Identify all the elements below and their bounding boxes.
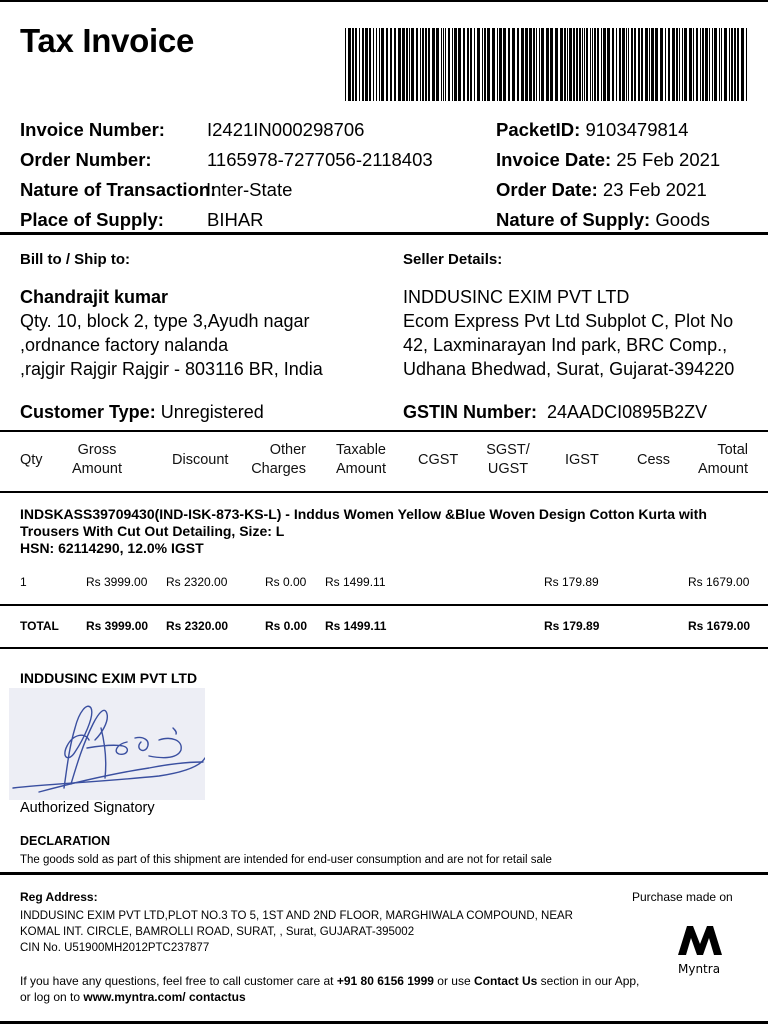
barcode-bar xyxy=(729,28,730,101)
barcode-icon xyxy=(345,28,750,101)
barcode-bar xyxy=(422,28,424,101)
declaration-heading: DECLARATION xyxy=(20,834,111,848)
bill-address-line: ,ordnance factory nalanda xyxy=(20,335,229,355)
row-discount: Rs 2320.00 xyxy=(166,575,228,589)
barcode-bar xyxy=(700,28,701,101)
barcode-bar xyxy=(601,28,602,101)
col-gross-amount: Gross Amount xyxy=(72,442,122,477)
barcode-bar xyxy=(592,28,593,101)
barcode-bar xyxy=(428,28,430,101)
barcode-bar xyxy=(682,28,683,101)
barcode-bar xyxy=(409,28,410,101)
row-igst: Rs 179.89 xyxy=(544,575,599,589)
footer-top-rule xyxy=(0,872,768,875)
contact-us-link[interactable]: Contact Us xyxy=(473,974,538,988)
barcode-bar xyxy=(487,28,490,101)
barcode-bar xyxy=(550,28,553,101)
signatory-company: INDDUSINC EXIM PVT LTD xyxy=(20,670,198,686)
barcode-bar xyxy=(612,28,614,101)
barcode-bar xyxy=(546,28,549,101)
seller-address-line: 42, Laxminarayan Ind park, BRC Comp., xyxy=(403,335,728,355)
total-label: TOTAL xyxy=(20,619,59,633)
barcode-bar xyxy=(696,28,698,101)
barcode-bar xyxy=(555,28,558,101)
invoice-number-label: Invoice Number: xyxy=(20,119,165,140)
barcode-bar xyxy=(362,28,364,101)
barcode-bar xyxy=(497,28,498,101)
place-of-supply-label: Place of Supply: xyxy=(20,209,164,230)
row-total: Rs 1679.00 xyxy=(688,575,750,589)
bill-to-label: Bill to / Ship to: xyxy=(20,251,130,268)
barcode-bar xyxy=(441,28,442,101)
col-qty: Qty xyxy=(20,452,43,468)
barcode-bar xyxy=(445,28,446,101)
barcode-bar xyxy=(649,28,650,101)
seller-name: INDDUSINC EXIM PVT LTD xyxy=(403,287,630,307)
barcode-bar xyxy=(576,28,578,101)
contact-info: If you have any questions, feel free to call customer care at +91 80 6156 1999 or use Contact Us section in our App, or log on to www.myntra.com/ contactus xyxy=(20,974,640,1004)
order-number: 1165978-7277056-2118403 xyxy=(207,149,433,170)
barcode-bar xyxy=(746,28,747,101)
barcode-bar xyxy=(499,28,502,101)
col-sgst-ugst: SGST/ UGST xyxy=(486,442,530,477)
barcode-bar xyxy=(541,28,544,101)
barcode-bar xyxy=(402,28,405,101)
col-igst: IGST xyxy=(565,452,599,468)
barcode-bar xyxy=(734,28,736,101)
gstin-number: GSTIN Number: 24AADCI0895B2ZV xyxy=(403,402,708,422)
myntra-brand-name: Myntra xyxy=(678,962,721,976)
barcode-bar xyxy=(719,28,720,101)
barcode-bar xyxy=(508,28,510,101)
nature-of-supply: Nature of Supply: Goods xyxy=(496,209,710,230)
nature-of-transaction: Inter-State xyxy=(206,179,293,200)
barcode-bar xyxy=(638,28,640,101)
barcode-bar xyxy=(390,28,392,101)
barcode-bar xyxy=(634,28,636,101)
col-total-amount: Total Amount xyxy=(698,442,748,477)
barcode-bar xyxy=(463,28,465,101)
barcode-bar xyxy=(484,28,486,101)
barcode-bar xyxy=(705,28,708,101)
barcode-bar xyxy=(665,28,666,101)
barcode-bar xyxy=(569,28,572,101)
col-taxable-amount: Taxable Amount xyxy=(336,442,386,477)
barcode-bar xyxy=(517,28,519,101)
barcode-bar xyxy=(394,28,396,101)
barcode-bar xyxy=(381,28,384,101)
barcode-bar xyxy=(443,28,444,101)
total-gross: Rs 3999.00 xyxy=(86,619,149,633)
table-header-rule xyxy=(0,491,768,493)
barcode-bar xyxy=(365,28,368,101)
barcode-bar xyxy=(616,28,617,101)
barcode-bar xyxy=(679,28,680,101)
seller-address-line: Udhana Bhedwad, Surat, Gujarat-394220 xyxy=(403,359,735,379)
bill-address-line: Qty. 10, block 2, type 3,Ayudh nagar xyxy=(20,311,310,331)
packet-id: PacketID: 9103479814 xyxy=(496,119,689,140)
header-divider xyxy=(0,232,768,235)
barcode-bar xyxy=(619,28,621,101)
barcode-bar xyxy=(521,28,524,101)
barcode-bar xyxy=(452,28,453,101)
total-igst: Rs 179.89 xyxy=(544,619,600,633)
barcode-bar xyxy=(477,28,480,101)
barcode-bar xyxy=(369,28,371,101)
barcode-bar xyxy=(660,28,663,101)
barcode-bar xyxy=(536,28,537,101)
barcode-bar xyxy=(597,28,599,101)
barcode-bar xyxy=(702,28,704,101)
barcode-bar xyxy=(626,28,627,101)
customer-type: Customer Type: Unregistered xyxy=(20,402,264,422)
invoice-title: Tax Invoice xyxy=(20,22,194,59)
row-qty: 1 xyxy=(20,575,27,589)
barcode-bar xyxy=(454,28,457,101)
barcode-bar xyxy=(603,28,606,101)
total-discount: Rs 2320.00 xyxy=(166,619,229,633)
customer-care-phone[interactable]: +91 80 6156 1999 xyxy=(336,974,434,988)
barcode-bar xyxy=(655,28,658,101)
invoice-number: I2421IN000298706 xyxy=(207,119,365,140)
barcode-bar xyxy=(712,28,713,101)
barcode-bar xyxy=(684,28,687,101)
barcode-bar xyxy=(482,28,483,101)
barcode-bar xyxy=(474,28,475,101)
authorized-signatory: Authorized Signatory xyxy=(20,800,155,816)
barcode-bar xyxy=(355,28,357,101)
barcode-bar xyxy=(467,28,469,101)
col-discount: Discount xyxy=(172,452,229,468)
barcode-bar xyxy=(641,28,643,101)
barcode-bar xyxy=(359,28,360,101)
barcode-bar xyxy=(676,28,678,101)
barcode-bar xyxy=(689,28,692,101)
barcode-bar xyxy=(425,28,427,101)
barcode-bar xyxy=(525,28,528,101)
barcode-bar xyxy=(398,28,401,101)
barcode-bar xyxy=(721,28,722,101)
barcode-bar xyxy=(567,28,568,101)
barcode-bar xyxy=(590,28,591,101)
myntra-logo-icon xyxy=(676,924,724,956)
seller-address-line: Ecom Express Pvt Ltd Subplot C, Plot No xyxy=(403,311,734,331)
barcode-bar xyxy=(492,28,495,101)
barcode-bar xyxy=(622,28,625,101)
signature-image xyxy=(9,688,205,800)
barcode-bar xyxy=(731,28,733,101)
barcode-bar xyxy=(436,28,439,101)
barcode-bar xyxy=(373,28,374,101)
barcode-bar xyxy=(470,28,472,101)
totals-bottom-rule xyxy=(0,647,768,649)
declaration-text: The goods sold as part of this shipment are intended for end-user consumption and are not for retail sale xyxy=(20,854,552,866)
barcode-bar xyxy=(420,28,421,101)
row-taxable: Rs 1499.11 xyxy=(325,575,386,589)
barcode-bar xyxy=(709,28,710,101)
barcode-bar xyxy=(345,28,346,101)
col-cgst: CGST xyxy=(418,452,459,468)
barcode-bar xyxy=(579,28,581,101)
barcode-bar xyxy=(714,28,717,101)
top-border xyxy=(0,0,768,2)
barcode-bar xyxy=(352,28,354,101)
col-cess: Cess xyxy=(637,452,671,468)
total-taxable: Rs 1499.11 xyxy=(325,619,387,633)
barcode-bar xyxy=(741,28,744,101)
barcode-bar xyxy=(645,28,648,101)
place-of-supply: BIHAR xyxy=(207,209,264,230)
row-gross: Rs 3999.00 xyxy=(86,575,148,589)
total-other: Rs 0.00 xyxy=(265,619,308,633)
total-amount: Rs 1679.00 xyxy=(688,619,751,633)
barcode-bar xyxy=(376,28,377,101)
barcode-bar xyxy=(631,28,633,101)
barcode-bar xyxy=(584,28,585,101)
barcode-bar xyxy=(512,28,515,101)
nature-of-transaction-label: Nature of Transaction: xyxy=(20,179,217,200)
barcode-bar xyxy=(448,28,450,101)
barcode-bar xyxy=(416,28,418,101)
barcode-bar xyxy=(607,28,610,101)
barcode-bar xyxy=(564,28,566,101)
barcode-bar xyxy=(539,28,540,101)
barcode-bar xyxy=(586,28,588,101)
order-date: Order Date: 23 Feb 2021 xyxy=(496,179,707,200)
myntra-contact-link[interactable]: www.myntra.com/ contactus xyxy=(83,990,246,1004)
barcode-bar xyxy=(560,28,563,101)
seller-address xyxy=(403,285,734,381)
barcode-bar xyxy=(386,28,388,101)
reg-address: INDDUSINC EXIM PVT LTD,PLOT NO.3 TO 5, 1ST AND 2ND FLOOR, MARGHIWALA COMPOUND, NEAR KOMAL INT. CIRCLE, BAMROLLI ROAD, SURAT, , Surat, GUJARAT-395002 CIN No. U51900MH2012PTC237877 xyxy=(20,910,573,954)
totals-top-rule xyxy=(0,604,768,606)
seller-details-label: Seller Details: xyxy=(403,251,503,268)
barcode-bar xyxy=(348,28,351,101)
invoice-date: Invoice Date: 25 Feb 2021 xyxy=(496,149,721,170)
row-other: Rs 0.00 xyxy=(265,575,307,589)
table-top-rule xyxy=(0,430,768,432)
reg-address-label: Reg Address: xyxy=(20,890,98,904)
barcode-bar xyxy=(533,28,535,101)
barcode-bar xyxy=(529,28,532,101)
barcode-bar xyxy=(672,28,675,101)
product-description: INDSKASS39709430(IND-ISK-873-KS-L) - Inddus Women Yellow &Blue Woven Design Cotton Kurta with Trousers With Cut Out Detailing, Size: L HSN: 62114290, 12.0% IGST xyxy=(20,506,707,556)
barcode-bar xyxy=(724,28,727,101)
col-other-charges: Other Charges xyxy=(251,442,306,477)
barcode-bar xyxy=(582,28,583,101)
barcode-bar xyxy=(458,28,461,101)
barcode-bar xyxy=(406,28,408,101)
barcode-bar xyxy=(503,28,506,101)
barcode-bar xyxy=(668,28,670,101)
barcode-bar xyxy=(411,28,414,101)
bill-address xyxy=(20,285,323,381)
barcode-bar xyxy=(737,28,739,101)
barcode-bar xyxy=(594,28,596,101)
barcode-bar xyxy=(573,28,575,101)
barcode-bar xyxy=(432,28,435,101)
barcode-bar xyxy=(651,28,654,101)
order-number-label: Order Number: xyxy=(20,149,152,170)
barcode-bar xyxy=(628,28,629,101)
bill-address-line: ,rajgir Rajgir Rajgir - 803116 BR, India xyxy=(20,359,323,379)
purchase-made-on: Purchase made on xyxy=(632,890,733,904)
customer-name: Chandrajit kumar xyxy=(20,287,169,307)
barcode-bar xyxy=(693,28,694,101)
barcode-bar xyxy=(379,28,380,101)
